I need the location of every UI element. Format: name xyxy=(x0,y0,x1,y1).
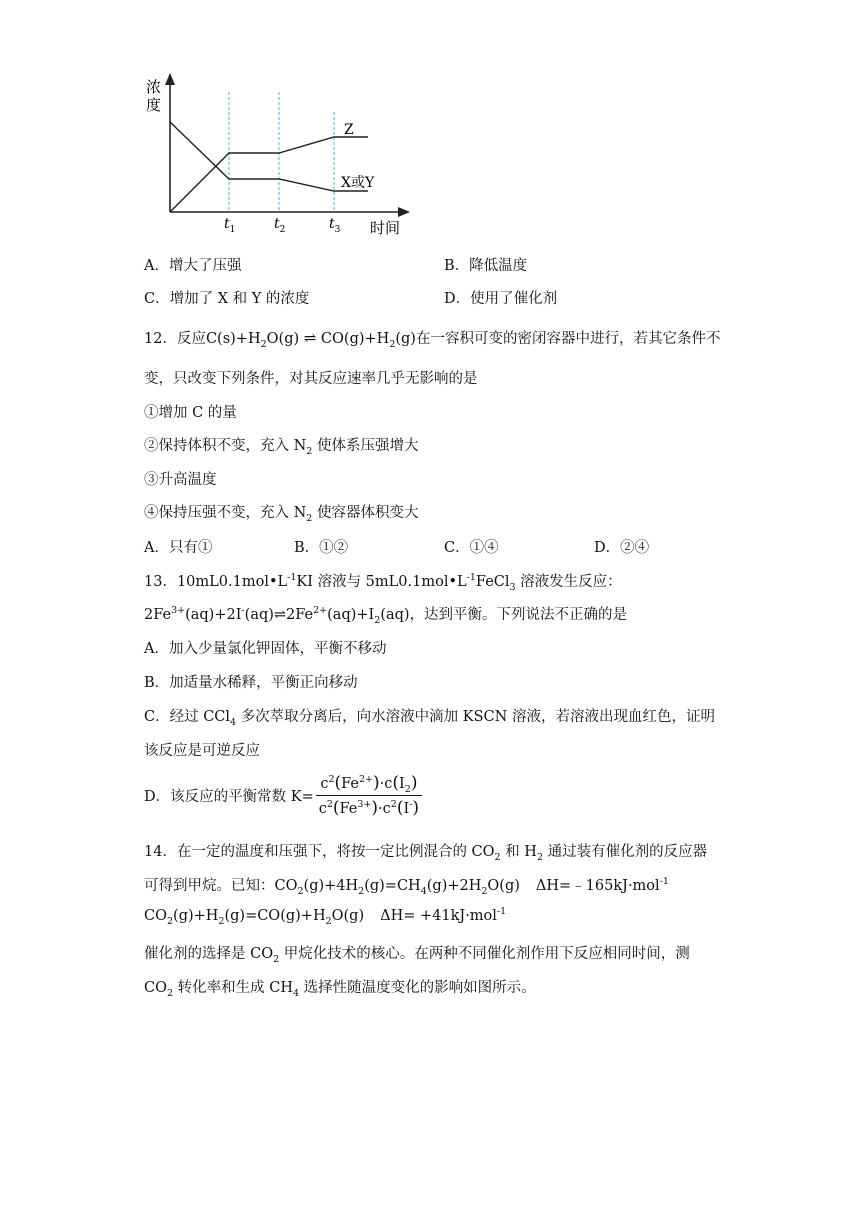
q12-stem: 12．反应$C(s)+H_2O(g)$ ⇌ $CO(g)+H_2(g)$在一容积可变的密闭容器中进行，若其它条件不 xyxy=(144,329,721,350)
curve-x-or-y xyxy=(170,122,368,191)
curve-z-label: Z xyxy=(344,122,354,138)
t1-label: $t_1$ xyxy=(224,216,236,235)
q13-option-a: A．加入少量氯化钾固体，平衡不移动 xyxy=(144,641,387,657)
q11-option-d: D．使用了催化剂 xyxy=(444,291,558,307)
t2-label: $t_2$ xyxy=(274,216,286,235)
equilibrium-constant-fraction: $\frac{c^2(Fe^{2+})\cdot c(I_2)}{c^2(Fe^{3+})\cdot c^2(I^-)}$ xyxy=(316,773,422,818)
q12-option-a: A．只有① xyxy=(144,540,213,556)
x-axis-arrow xyxy=(398,207,410,217)
q12-option-b: B．①② xyxy=(294,540,349,556)
concentration-time-graph xyxy=(140,70,430,240)
q12-option-d: D．②④ xyxy=(594,540,650,556)
q12-condition-1: ①增加 C 的量 xyxy=(144,405,237,421)
q12-condition-2: ②保持体积不变，充入 $N_2$ 使体系压强增大 xyxy=(144,438,419,457)
q14-line1: 14．在一定的温度和压强下，将按一定比例混合的 $CO_2$ 和 $H_2$ 通过装有催化剂的反应器 xyxy=(144,844,708,863)
q11-option-c: C．增加了 X 和 Y 的浓度 xyxy=(144,291,310,307)
q12-condition-4: ④保持压强不变，充入 $N_2$ 使容器体积变大 xyxy=(144,505,419,524)
q13-option-d: D．该反应的平衡常数 K= $\frac{c^2(Fe^{2+})\cdot c(I_2)}{c^2(Fe^{3+})\cdot c^2(I^-)}$ xyxy=(144,770,422,820)
q14-reaction-2: $CO_2(g)+H_2(g)=CO(g)+H_2O(g)$ xyxy=(144,908,365,927)
q13-option-c-line2: 该反应是可逆反应 xyxy=(144,743,260,759)
q14-line5: $CO_2$ 转化率和生成 $CH_4$ 选择性随温度变化的影响如图所示。 xyxy=(144,980,536,999)
q14-line3: $CO_2(g)+H_2(g)=CO(g)+H_2O(g)$ ΔH= +41kJ·mol$^{-1}$ xyxy=(144,906,507,927)
q13-stem: 13．$10mL0.1mol•L^{-1}KI$ 溶液与 $5mL0.1mol•L^{-1}FeCl_3$ 溶液发生反应： xyxy=(144,572,622,593)
q14-line2: 可得到甲烷。已知：$CO_2(g)+4H_2(g)=CH_4(g)+2H_2O(g)$ ΔH=﹣165kJ·mol$^{-1}$ xyxy=(144,876,669,897)
q12-reaction: $C(s)+H_2O(g)$ ⇌ $CO(g)+H_2(g)$ xyxy=(205,329,416,350)
q13-equation: $2Fe^{3+}(aq)+2I^-(aq)\rightleftharpoons 2Fe^{2+}(aq)+I_2(aq)$，达到平衡。下列说法不正确的是 xyxy=(144,605,628,626)
q12-condition-3: ③升高温度 xyxy=(144,472,217,488)
q12-option-c: C．①④ xyxy=(444,540,499,556)
q11-option-a: A．增大了压强 xyxy=(144,258,242,274)
t3-label: $t_3$ xyxy=(329,216,341,235)
x-axis-label: 时间 xyxy=(370,219,401,237)
q13-option-c-line1: C．经过 CCl$_4$ 多次萃取分离后，向水溶液中滴加 KSCN 溶液，若溶液出现血红色，证明 xyxy=(144,709,715,728)
curve-xy-label: X或Y xyxy=(341,175,375,191)
q14-line4: 催化剂的选择是 $CO_2$ 甲烷化技术的核心。在两种不同催化剂作用下反应相同时间，测 xyxy=(144,946,690,965)
q11-option-b: B．降低温度 xyxy=(444,258,528,274)
q12-stem-line2: 变，只改变下列条件，对其反应速率几乎无影响的是 xyxy=(144,371,478,387)
q13-option-b: B．加适量水稀释，平衡正向移动 xyxy=(144,675,358,691)
q14-reaction-1: $CO_2(g)+4H_2(g)=CH_4(g)+2H_2O(g)$ xyxy=(274,878,520,897)
curve-z xyxy=(170,137,368,212)
y-label-char-1: 浓 xyxy=(146,78,162,96)
y-label-char-2: 度 xyxy=(146,96,162,114)
y-axis-arrow xyxy=(165,73,175,85)
q13-ionic-equation: $2Fe^{3+}(aq)+2I^-(aq)\rightleftharpoons 2Fe^{2+}(aq)+I_2(aq)$ xyxy=(144,605,410,626)
